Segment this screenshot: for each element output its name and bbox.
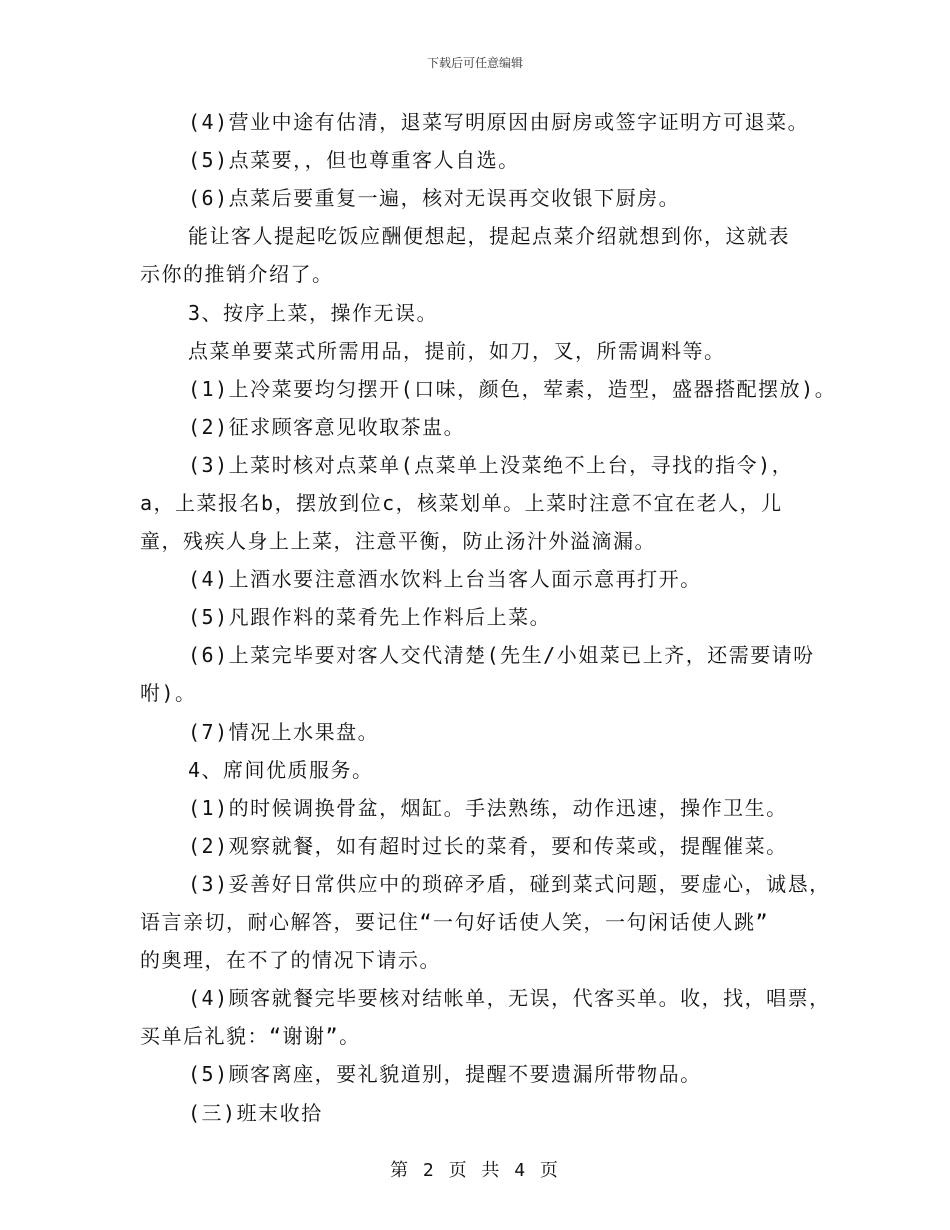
paragraph-line: (1)的时候调换骨盆，烟缸。手法熟练，动作迅速，操作卫生。 [188,796,788,820]
page-header: 下载后可任意编辑 [426,56,523,70]
paragraph-line: (5)顾客离座，要礼貌道别，提醒不要遗漏所带物品。 [188,1062,702,1086]
paragraph-line: (5)点菜要，，但也尊重客人自选。 [188,148,520,172]
section-heading: (三)班末收拾 [188,1101,323,1125]
paragraph-line: (5)凡跟作料的菜肴先上作料后上菜。 [188,605,552,629]
section-heading: 4、席间优质服务。 [188,758,374,782]
paragraph-line: (6)点菜后要重复一遍，核对无误再交收银下厨房。 [188,186,681,210]
paragraph-line: (6)上菜完毕要对客人交代清楚(先生/小姐菜已上齐，还需要请吩 [188,643,815,667]
paragraph-line: 咐)。 [140,681,197,705]
paragraph-line: 的奥理，在不了的情况下请示。 [140,948,441,972]
paragraph-line: 示你的推销介绍了。 [140,262,334,286]
paragraph-line: (1)上冷菜要均匀摆开(口味，颜色，荤素，造型，盛器搭配摆放)。 [188,377,837,401]
paragraph-line: 能让客人提起吃饭应酬便想起，提起点菜介绍就想到你，这就表 [188,224,790,248]
paragraph-line: 买单后礼貌：“谢谢”。 [140,1024,361,1048]
paragraph-line: 童，残疾人身上上菜，注意平衡，防止汤汁外溢滴漏。 [140,529,656,553]
page-number-footer: 第 2 页 共 4 页 [390,1160,560,1181]
section-heading: 3、按序上菜，操作无误。 [188,301,439,325]
paragraph-line: (4)顾客就餐完毕要核对结帐单，无误，代客买单。收，找，唱票， [188,986,831,1010]
paragraph-line: 语言亲切，耐心解答，要记住“一句好话使人笑，一句闲话使人跳” [140,910,770,934]
paragraph-line: (3)上菜时核对点菜单(点菜单上没菜绝不上台，寻找的指令)， [188,453,794,477]
paragraph-line: a，上菜报名b，摆放到位c，核菜划单。上菜时注意不宜在老人，儿 [140,491,783,515]
paragraph-line: (3)妥善好日常供应中的琐碎矛盾，碰到菜式问题，要虚心，诚恳， [188,872,831,896]
paragraph-line: (2)观察就餐，如有超时过长的菜肴，要和传菜或，提醒催菜。 [188,834,788,858]
paragraph-line: (4)上酒水要注意酒水饮料上台当客人面示意再打开。 [188,567,702,591]
paragraph-line: (4)营业中途有估清，退菜写明原因由厨房或签字证明方可退菜。 [188,110,810,134]
paragraph-line: (2)征求顾客意见收取茶盅。 [188,415,466,439]
paragraph-line: 点菜单要菜式所需用品，提前，如刀，叉，所需调料等。 [188,339,726,363]
paragraph-line: (7)情况上水果盘。 [188,720,380,744]
